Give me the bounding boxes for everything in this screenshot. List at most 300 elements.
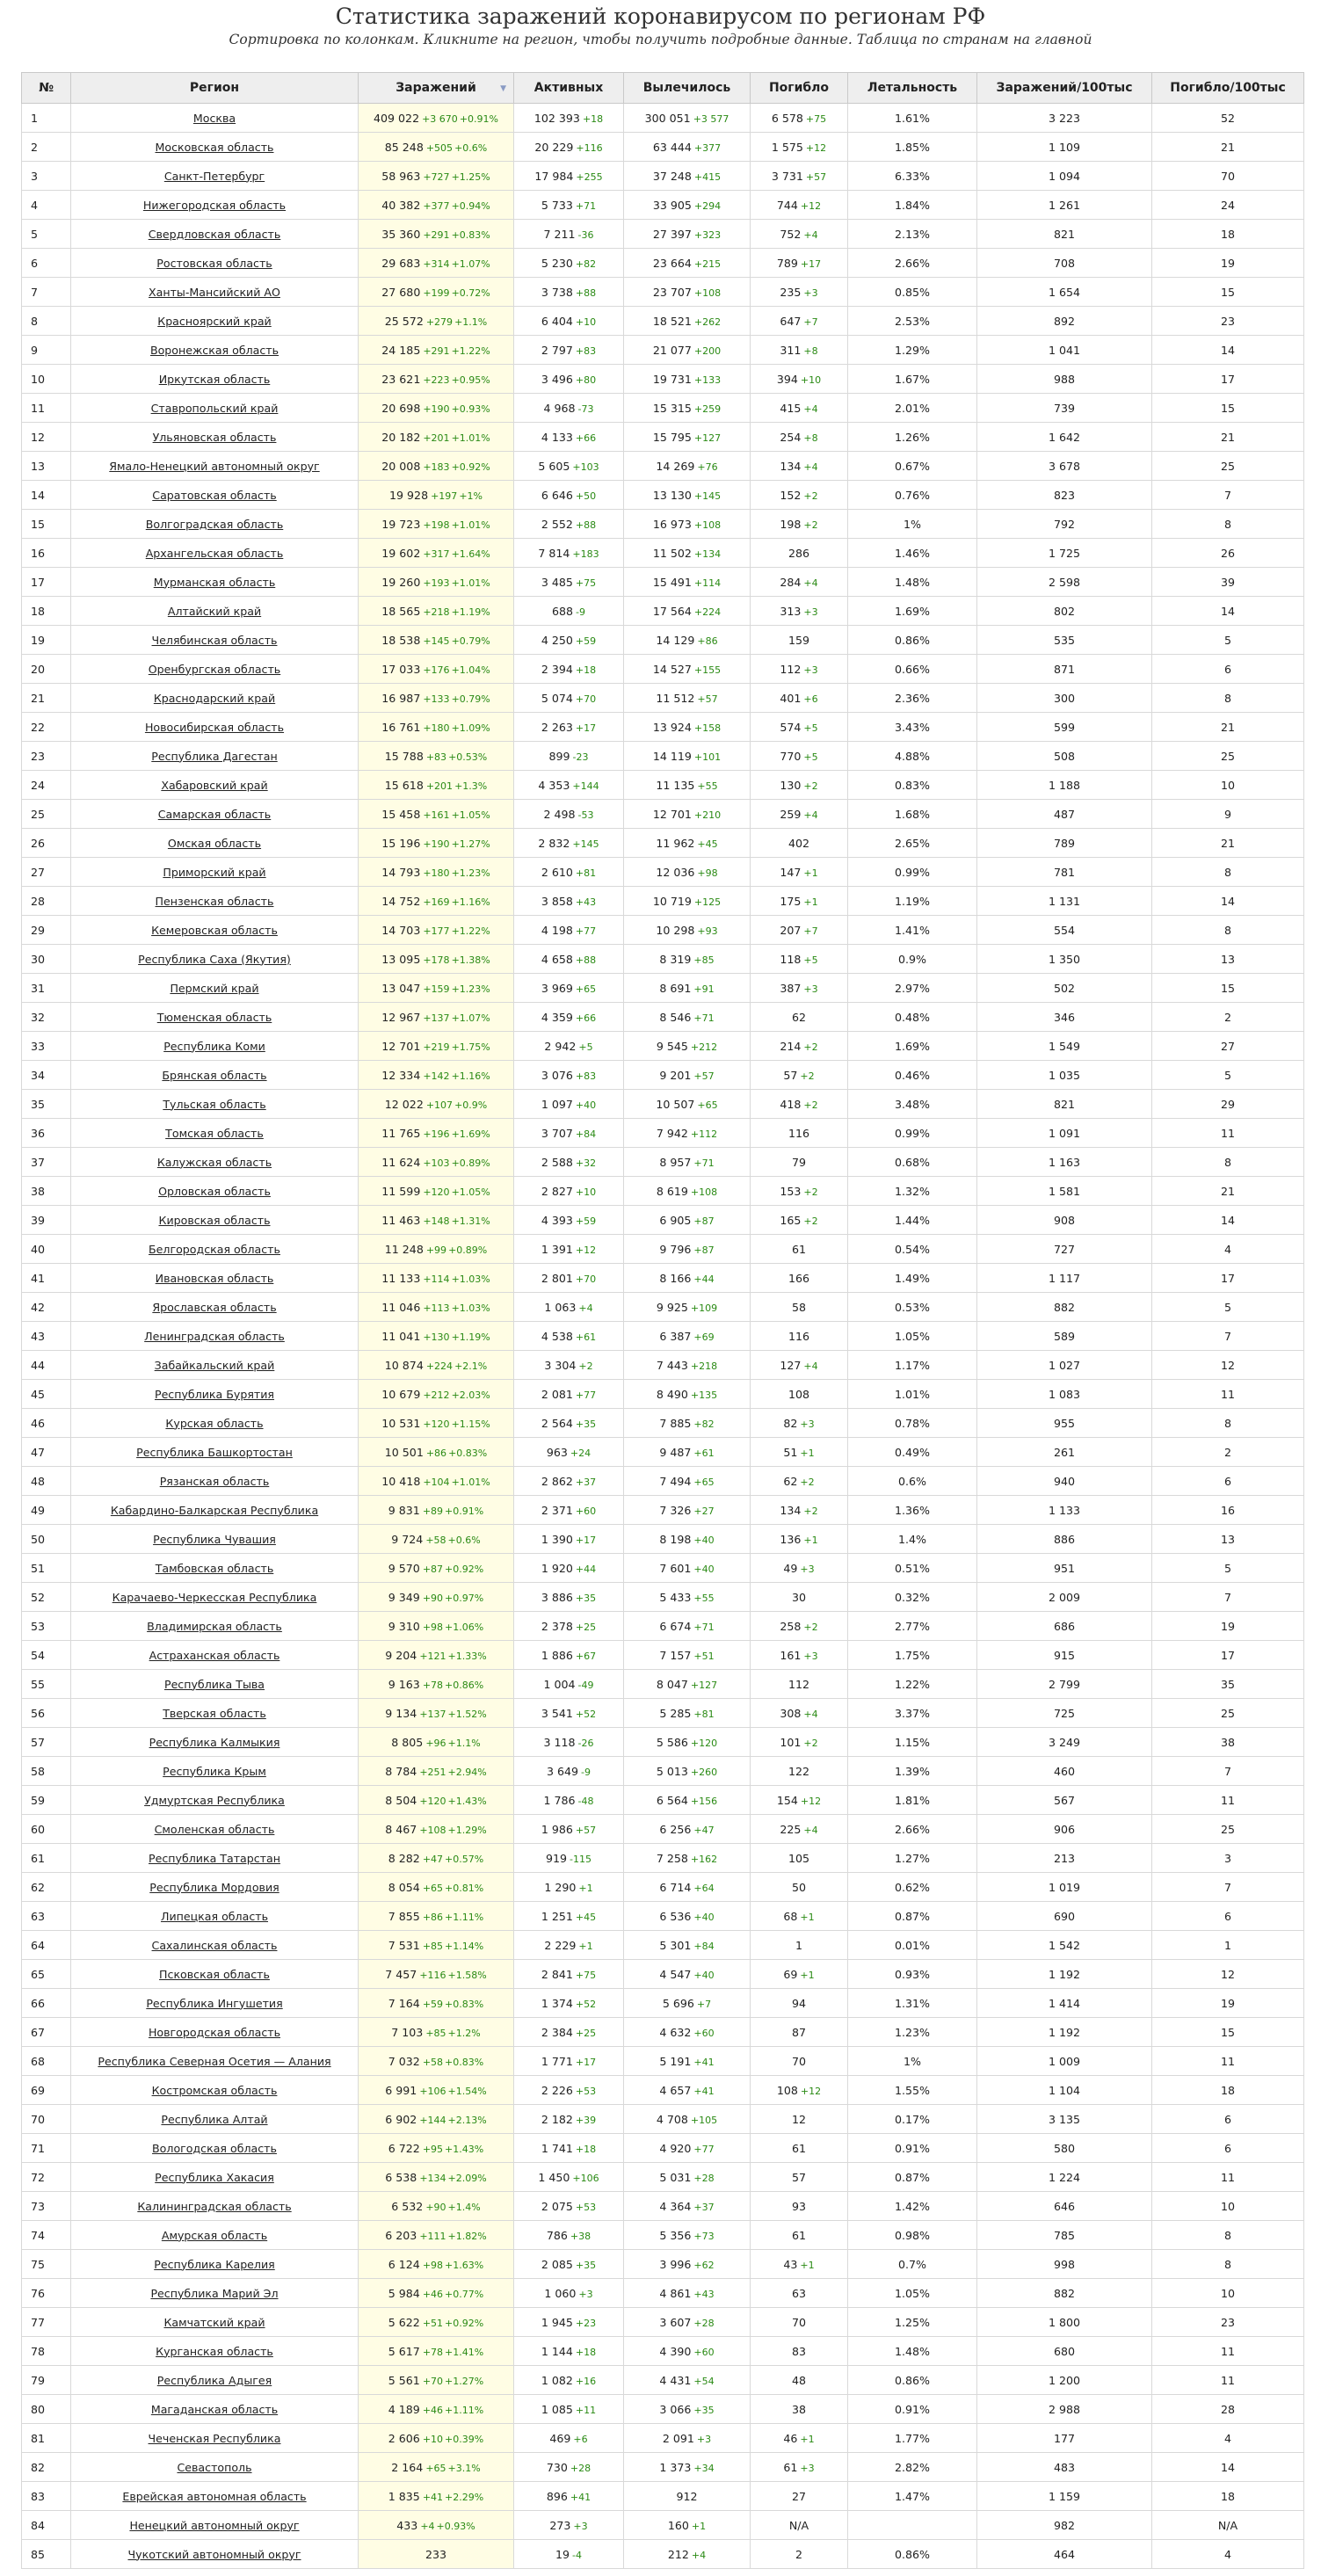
deaths-delta: +3 <box>803 1650 818 1662</box>
region-link[interactable]: Курская область <box>165 1416 264 1430</box>
region-link[interactable]: Владимирская область <box>147 1619 282 1633</box>
cases-delta: +144 <box>419 2114 446 2126</box>
region-link[interactable]: Чукотский автономный округ <box>127 2547 301 2561</box>
region-link[interactable]: Москва <box>192 111 236 125</box>
cell-cases-per-100k: 554 <box>977 916 1152 945</box>
cases-delta: +51 <box>422 2317 444 2329</box>
cell-lethality: 2.97% <box>848 974 977 1003</box>
cell-deaths-per-100k: 4 <box>1152 2540 1304 2569</box>
cell-deaths-per-100k: 17 <box>1152 365 1304 394</box>
cell-cases <box>359 1815 514 1844</box>
cell-cases <box>359 887 514 916</box>
region-link[interactable]: Республика Бурятия <box>154 1387 275 1401</box>
cell-deaths-per-100k: 7 <box>1152 1322 1304 1351</box>
active-delta: +18 <box>575 664 597 676</box>
cell-number: 51 <box>22 1554 71 1583</box>
region-link[interactable]: Карачаево-Черкесская Республика <box>112 1590 317 1604</box>
region-link[interactable]: Красноярский край <box>157 314 272 328</box>
region-link[interactable]: Ненецкий автономный округ <box>129 2518 300 2532</box>
column-header-cases-per-100k[interactable]: Заражений/100тыс <box>977 73 1152 104</box>
cases-value: 6 538 <box>385 2170 417 2184</box>
region-link[interactable]: Ростовская область <box>156 256 272 270</box>
cell-region <box>71 2105 359 2134</box>
cell-number: 7 <box>22 278 71 307</box>
cell-active <box>514 394 624 423</box>
recovered-delta: +65 <box>693 1476 715 1488</box>
column-header-deaths[interactable]: Погибло <box>751 73 848 104</box>
cell-cases-per-100k: 906 <box>977 1815 1152 1844</box>
cell-cases <box>359 974 514 1003</box>
cases-delta: +199 <box>423 287 450 299</box>
cases-percent: +0.83% <box>448 1447 488 1459</box>
cases-percent: +0.91% <box>445 1505 484 1517</box>
region-link[interactable]: Свердловская область <box>148 227 281 241</box>
cases-value: 19 602 <box>381 546 421 560</box>
cell-recovered <box>624 2453 751 2482</box>
region-link[interactable]: Новосибирская область <box>144 720 285 734</box>
cell-number: 32 <box>22 1003 71 1032</box>
cases-delta: +65 <box>425 2462 446 2474</box>
column-header-lethality[interactable]: Летальность <box>848 73 977 104</box>
region-link[interactable]: Нижегородская область <box>142 198 287 212</box>
recovered-delta: +44 <box>693 1273 715 1285</box>
cases-percent: +0.9% <box>454 1099 488 1111</box>
active-value: 3 707 <box>541 1126 573 1140</box>
deaths-value: 394 <box>776 372 798 386</box>
cases-percent: +1.03% <box>451 1273 490 1285</box>
region-link[interactable]: Рязанская область <box>159 1474 270 1488</box>
region-link[interactable]: Республика Калмыкия <box>149 1735 280 1749</box>
region-link[interactable]: Кемеровская область <box>151 923 278 937</box>
cases-percent: +1.19% <box>451 606 490 618</box>
cases-value: 10 418 <box>381 1474 421 1488</box>
region-link[interactable]: Республика Карелия <box>154 2257 275 2271</box>
column-header-recovered[interactable]: Вылечилось <box>624 73 751 104</box>
cell-deaths <box>751 2337 848 2366</box>
region-link[interactable]: Ленинградская область <box>144 1329 285 1343</box>
recovered-delta: +40 <box>693 1563 715 1575</box>
region-link[interactable]: Саратовская область <box>152 488 277 502</box>
cell-number: 66 <box>22 1989 71 2018</box>
cell-cases-per-100k: 535 <box>977 626 1152 655</box>
cell-deaths <box>751 1554 848 1583</box>
cases-percent: +0.81% <box>445 1882 484 1894</box>
cell-cases <box>359 1786 514 1815</box>
cell-lethality <box>848 2511 977 2540</box>
cell-recovered <box>624 1612 751 1641</box>
region-link[interactable]: Воронежская область <box>149 343 279 357</box>
cases-value: 20 698 <box>381 401 421 415</box>
table-row <box>22 1032 1304 1061</box>
cell-recovered <box>624 1235 751 1264</box>
active-value: 786 <box>546 2228 568 2242</box>
recovered-value: 6 714 <box>659 1880 692 1894</box>
cell-lethality: 0.98% <box>848 2221 977 2250</box>
region-link[interactable]: Республика Чувашия <box>153 1532 276 1546</box>
column-header-number[interactable]: № <box>22 73 71 104</box>
table-row <box>22 858 1304 887</box>
table-row <box>22 2076 1304 2105</box>
cases-percent: +3.1% <box>447 2462 481 2474</box>
recovered-value: 4 431 <box>659 2373 692 2387</box>
cell-recovered <box>624 2134 751 2163</box>
recovered-value: 912 <box>676 2489 698 2503</box>
table-row <box>22 1467 1304 1496</box>
region-link[interactable]: Республика Адыгея <box>156 2373 272 2387</box>
cases-delta: +201 <box>425 780 454 792</box>
cases-delta: +108 <box>419 1824 446 1836</box>
region-link[interactable]: Ханты-Мансийский АО <box>149 285 280 299</box>
cases-delta: +201 <box>423 432 450 444</box>
cases-value: 20 182 <box>381 430 421 444</box>
cell-lethality: 0.87% <box>848 1902 977 1931</box>
region-link[interactable]: Сахалинская область <box>151 1938 278 1952</box>
cell-deaths-per-100k: 21 <box>1152 1177 1304 1206</box>
active-value: 3 076 <box>541 1068 573 1082</box>
deaths-value: 2 <box>795 2547 802 2561</box>
region-link[interactable]: Ивановская область <box>155 1271 274 1285</box>
cell-active <box>514 1293 624 1322</box>
cases-percent: +1.19% <box>451 1331 490 1343</box>
table-row <box>22 945 1304 974</box>
cases-value: 11 765 <box>381 1126 421 1140</box>
active-delta: -115 <box>570 1853 592 1865</box>
region-link[interactable]: Республика Коми <box>163 1039 265 1053</box>
region-link[interactable]: Самарская область <box>157 807 272 821</box>
active-delta: +45 <box>575 1911 597 1923</box>
table-row <box>22 2047 1304 2076</box>
cell-deaths-per-100k: 7 <box>1152 481 1304 510</box>
cell-active <box>514 1003 624 1032</box>
cell-cases-per-100k: 3 249 <box>977 1728 1152 1757</box>
region-link[interactable]: Калужская область <box>156 1155 272 1169</box>
cell-deaths-per-100k: 11 <box>1152 2047 1304 2076</box>
region-link[interactable]: Кабардино-Балкарская Республика <box>110 1503 319 1517</box>
cell-number: 76 <box>22 2279 71 2308</box>
cell-cases-per-100k: 882 <box>977 2279 1152 2308</box>
cases-delta: +116 <box>419 1969 446 1981</box>
cell-number: 15 <box>22 510 71 539</box>
cell-region <box>71 2366 359 2395</box>
region-link[interactable]: Тульская область <box>163 1097 266 1111</box>
cell-cases-per-100k: 502 <box>977 974 1152 1003</box>
region-link[interactable]: Хабаровский край <box>161 778 268 792</box>
recovered-value: 9 925 <box>656 1300 688 1314</box>
region-link[interactable]: Пензенская область <box>155 894 274 908</box>
cell-number: 67 <box>22 2018 71 2047</box>
recovered-delta: +135 <box>690 1389 718 1401</box>
cell-region <box>71 2250 359 2279</box>
cell-cases <box>359 1554 514 1583</box>
region-link[interactable]: Иркутская область <box>158 372 271 386</box>
cell-cases-per-100k: 213 <box>977 1844 1152 1873</box>
cell-number: 64 <box>22 1931 71 1960</box>
cases-value: 6 124 <box>388 2257 420 2271</box>
recovered-value: 4 861 <box>659 2286 692 2300</box>
region-link[interactable]: Астраханская область <box>149 1648 280 1662</box>
region-link[interactable]: Псковская область <box>159 1967 270 1981</box>
table-row <box>22 568 1304 597</box>
region-link[interactable]: Ульяновская область <box>152 430 277 444</box>
active-value: 4 393 <box>541 1213 573 1227</box>
cases-delta: +121 <box>419 1650 446 1662</box>
region-link[interactable]: Республика Дагестан <box>151 749 278 763</box>
active-value: 2 862 <box>541 1474 573 1488</box>
region-link[interactable]: Смоленская область <box>154 1822 275 1836</box>
recovered-value: 5 301 <box>659 1938 692 1952</box>
cases-percent: +1.63% <box>445 2259 484 2271</box>
region-link[interactable]: Брянская область <box>162 1068 267 1082</box>
region-link[interactable]: Костромская область <box>151 2083 278 2097</box>
cell-recovered <box>624 887 751 916</box>
region-link[interactable]: Республика Тыва <box>163 1677 265 1691</box>
deaths-value: 284 <box>780 575 802 589</box>
cases-percent: +1.22% <box>451 925 490 937</box>
region-link[interactable]: Пермский край <box>170 981 259 995</box>
region-link[interactable]: Республика Татарстан <box>149 1851 280 1865</box>
cases-percent: +0.39% <box>445 2433 484 2445</box>
cell-active <box>514 1786 624 1815</box>
cell-deaths-per-100k: 25 <box>1152 452 1304 481</box>
cell-recovered <box>624 1148 751 1177</box>
region-link[interactable]: Белгородская область <box>149 1242 280 1256</box>
region-link[interactable]: Амурская область <box>161 2228 268 2242</box>
region-link[interactable]: Республика Башкортостан <box>136 1445 293 1459</box>
region-link[interactable]: Архангельская область <box>145 546 284 560</box>
cell-region <box>71 1641 359 1670</box>
cell-deaths-per-100k: 13 <box>1152 945 1304 974</box>
recovered-value: 11 502 <box>652 546 692 560</box>
cell-deaths-per-100k: 11 <box>1152 2163 1304 2192</box>
cell-active <box>514 1931 624 1960</box>
deaths-value: 79 <box>791 1155 807 1169</box>
region-link[interactable]: Курганская область <box>156 2344 273 2358</box>
active-delta: +84 <box>575 1128 597 1140</box>
active-value: 3 541 <box>541 1706 573 1720</box>
cell-active <box>514 2453 624 2482</box>
cell-cases-per-100k: 1 109 <box>977 133 1152 162</box>
region-link[interactable]: Омская область <box>167 836 262 850</box>
region-link[interactable]: Алтайский край <box>167 604 262 618</box>
cases-value: 11 046 <box>381 1300 421 1314</box>
deaths-value: 214 <box>780 1039 802 1053</box>
active-delta: -9 <box>576 606 585 618</box>
page-header <box>0 0 1321 53</box>
recovered-delta: +77 <box>693 2143 715 2155</box>
cell-deaths-per-100k: 18 <box>1152 2076 1304 2105</box>
cell-number: 68 <box>22 2047 71 2076</box>
region-link[interactable]: Оренбургская область <box>148 662 281 676</box>
column-header-region[interactable]: Регион <box>71 73 359 104</box>
cases-percent: +1.15% <box>451 1418 490 1430</box>
cases-delta: +159 <box>423 983 450 995</box>
region-link[interactable]: Калининградская область <box>137 2199 292 2213</box>
active-delta: +83 <box>575 1070 597 1082</box>
region-link[interactable]: Удмуртская Республика <box>144 1793 285 1807</box>
cases-value: 9 204 <box>385 1648 417 1662</box>
active-value: 2 378 <box>541 1619 573 1633</box>
cell-cases <box>359 1032 514 1061</box>
table-body <box>22 104 1304 2569</box>
region-link[interactable]: Липецкая область <box>160 1909 269 1923</box>
region-link[interactable]: Еврейская автономная область <box>122 2489 307 2503</box>
cell-lethality: 1.48% <box>848 2337 977 2366</box>
recovered-delta: +218 <box>690 1360 718 1372</box>
cell-number: 42 <box>22 1293 71 1322</box>
cell-region <box>71 829 359 858</box>
region-link[interactable]: Республика Хакасия <box>155 2170 274 2184</box>
region-link[interactable]: Республика Марий Эл <box>150 2286 279 2300</box>
active-value: 4 968 <box>543 401 576 415</box>
deaths-value: 51 <box>783 1445 798 1459</box>
region-link[interactable]: Мурманская область <box>153 575 276 589</box>
column-header-active[interactable]: Активных <box>514 73 624 104</box>
cell-deaths <box>751 771 848 800</box>
cell-number: 31 <box>22 974 71 1003</box>
active-delta: +44 <box>575 1563 597 1575</box>
cases-percent: +0.6% <box>454 141 488 154</box>
cases-percent: +2.09% <box>447 2172 487 2184</box>
active-delta: +77 <box>575 1389 597 1401</box>
cell-active <box>514 1264 624 1293</box>
deaths-delta: +5 <box>803 722 818 734</box>
region-link[interactable]: Тюменская область <box>156 1010 272 1024</box>
cell-cases <box>359 220 514 249</box>
cell-cases-per-100k: 300 <box>977 684 1152 713</box>
table-row <box>22 1612 1304 1641</box>
recovered-delta: +112 <box>690 1128 718 1140</box>
region-link[interactable]: Чеченская Республика <box>148 2431 281 2445</box>
cell-lethality: 0.48% <box>848 1003 977 1032</box>
deaths-value: 105 <box>788 1851 810 1865</box>
deaths-delta: +1 <box>800 2259 815 2271</box>
recovered-delta: +133 <box>693 374 722 386</box>
table-row <box>22 684 1304 713</box>
table-row <box>22 2453 1304 2482</box>
cases-value: 5 984 <box>388 2286 420 2300</box>
recovered-value: 3 066 <box>659 2402 692 2416</box>
cell-recovered <box>624 1380 751 1409</box>
recovered-delta: +7 <box>696 1998 712 2010</box>
region-link[interactable]: Тамбовская область <box>155 1561 274 1575</box>
recovered-value: 4 920 <box>659 2141 692 2155</box>
region-link[interactable]: Вологодская область <box>152 2141 277 2155</box>
cell-cases-per-100k: 346 <box>977 1003 1152 1032</box>
active-delta: +70 <box>575 1273 597 1285</box>
recovered-value: 7 942 <box>656 1126 688 1140</box>
region-link[interactable]: Томская область <box>165 1126 264 1140</box>
active-value: 469 <box>549 2431 571 2445</box>
deaths-value: 108 <box>776 2083 798 2097</box>
column-header-cases[interactable]: Заражений ▼ <box>359 73 514 104</box>
cell-number: 3 <box>22 162 71 191</box>
region-link[interactable]: Новгородская область <box>148 2025 281 2039</box>
active-value: 5 230 <box>541 256 573 270</box>
cell-recovered <box>624 2163 751 2192</box>
region-link[interactable]: Санкт-Петербург <box>163 169 265 183</box>
cases-percent: +1.4% <box>447 2201 481 2213</box>
cell-deaths-per-100k: 21 <box>1152 713 1304 742</box>
cell-deaths <box>751 481 848 510</box>
recovered-value: 5 191 <box>659 2054 692 2068</box>
cell-region <box>71 1003 359 1032</box>
region-link[interactable]: Московская область <box>155 140 274 154</box>
recovered-delta: +127 <box>690 1679 718 1691</box>
cell-number: 30 <box>22 945 71 974</box>
region-link[interactable]: Севастополь <box>177 2460 252 2474</box>
deaths-value: 112 <box>788 1677 810 1691</box>
cell-region <box>71 1960 359 1989</box>
recovered-value: 14 129 <box>656 633 695 647</box>
cell-recovered <box>624 1119 751 1148</box>
region-link[interactable]: Тверская область <box>163 1706 266 1720</box>
recovered-value: 9 201 <box>659 1068 692 1082</box>
region-link[interactable]: Кировская область <box>158 1213 271 1227</box>
cases-percent: +2.1% <box>454 1360 488 1372</box>
cell-recovered <box>624 1496 751 1525</box>
active-delta: +103 <box>572 461 599 473</box>
region-link[interactable]: Магаданская область <box>150 2402 279 2416</box>
region-link[interactable]: Республика Ингушетия <box>146 1996 283 2010</box>
cell-cases-per-100k: 886 <box>977 1525 1152 1554</box>
cell-region <box>71 655 359 684</box>
recovered-delta: +71 <box>693 1012 715 1024</box>
region-link[interactable]: Республика Саха (Якутия) <box>138 952 291 966</box>
active-delta: -53 <box>577 809 594 821</box>
cell-deaths-per-100k: 6 <box>1152 2134 1304 2163</box>
cases-value: 20 008 <box>381 459 421 473</box>
region-link[interactable]: Ярославская область <box>152 1300 277 1314</box>
region-link[interactable]: Республика Алтай <box>161 2112 268 2126</box>
cell-cases <box>359 568 514 597</box>
region-link[interactable]: Республика Северная Осетия — Алания <box>98 2054 331 2068</box>
cell-deaths-per-100k: 11 <box>1152 1786 1304 1815</box>
cell-cases <box>359 1322 514 1351</box>
cell-active <box>514 742 624 771</box>
active-delta: +52 <box>575 1998 597 2010</box>
region-link[interactable]: Ставропольский край <box>150 401 279 415</box>
cases-value: 6 532 <box>391 2199 424 2213</box>
deaths-value: 50 <box>791 1880 807 1894</box>
region-link[interactable]: Приморский край <box>163 865 266 879</box>
region-link[interactable]: Волгоградская область <box>145 517 284 531</box>
region-link[interactable]: Забайкальский край <box>154 1358 275 1372</box>
recovered-delta: +41 <box>693 2056 715 2068</box>
cell-recovered <box>624 597 751 626</box>
cases-delta: +41 <box>422 2491 444 2503</box>
deaths-value: 30 <box>791 1590 807 1604</box>
region-link[interactable]: Орловская область <box>158 1184 271 1198</box>
region-link[interactable]: Челябинская область <box>151 633 278 647</box>
cell-recovered <box>624 1873 751 1902</box>
recovered-delta: +57 <box>693 1070 715 1082</box>
region-link[interactable]: Краснодарский край <box>153 691 276 705</box>
cell-number: 77 <box>22 2308 71 2337</box>
region-link[interactable]: Республика Крым <box>163 1764 266 1778</box>
region-link[interactable]: Ямало-Ненецкий автономный округ <box>109 459 320 473</box>
cell-active <box>514 1641 624 1670</box>
cell-number: 36 <box>22 1119 71 1148</box>
cell-deaths <box>751 104 848 133</box>
cell-number: 11 <box>22 394 71 423</box>
column-header-deaths-per-100k[interactable]: Погибло/100тыс <box>1152 73 1304 104</box>
active-delta: +50 <box>575 490 597 502</box>
cell-active <box>514 1177 624 1206</box>
region-link[interactable]: Камчатский край <box>163 2315 265 2329</box>
active-value: 2 827 <box>541 1184 573 1198</box>
cases-value: 9 831 <box>388 1503 420 1517</box>
region-link[interactable]: Республика Мордовия <box>149 1880 279 1894</box>
